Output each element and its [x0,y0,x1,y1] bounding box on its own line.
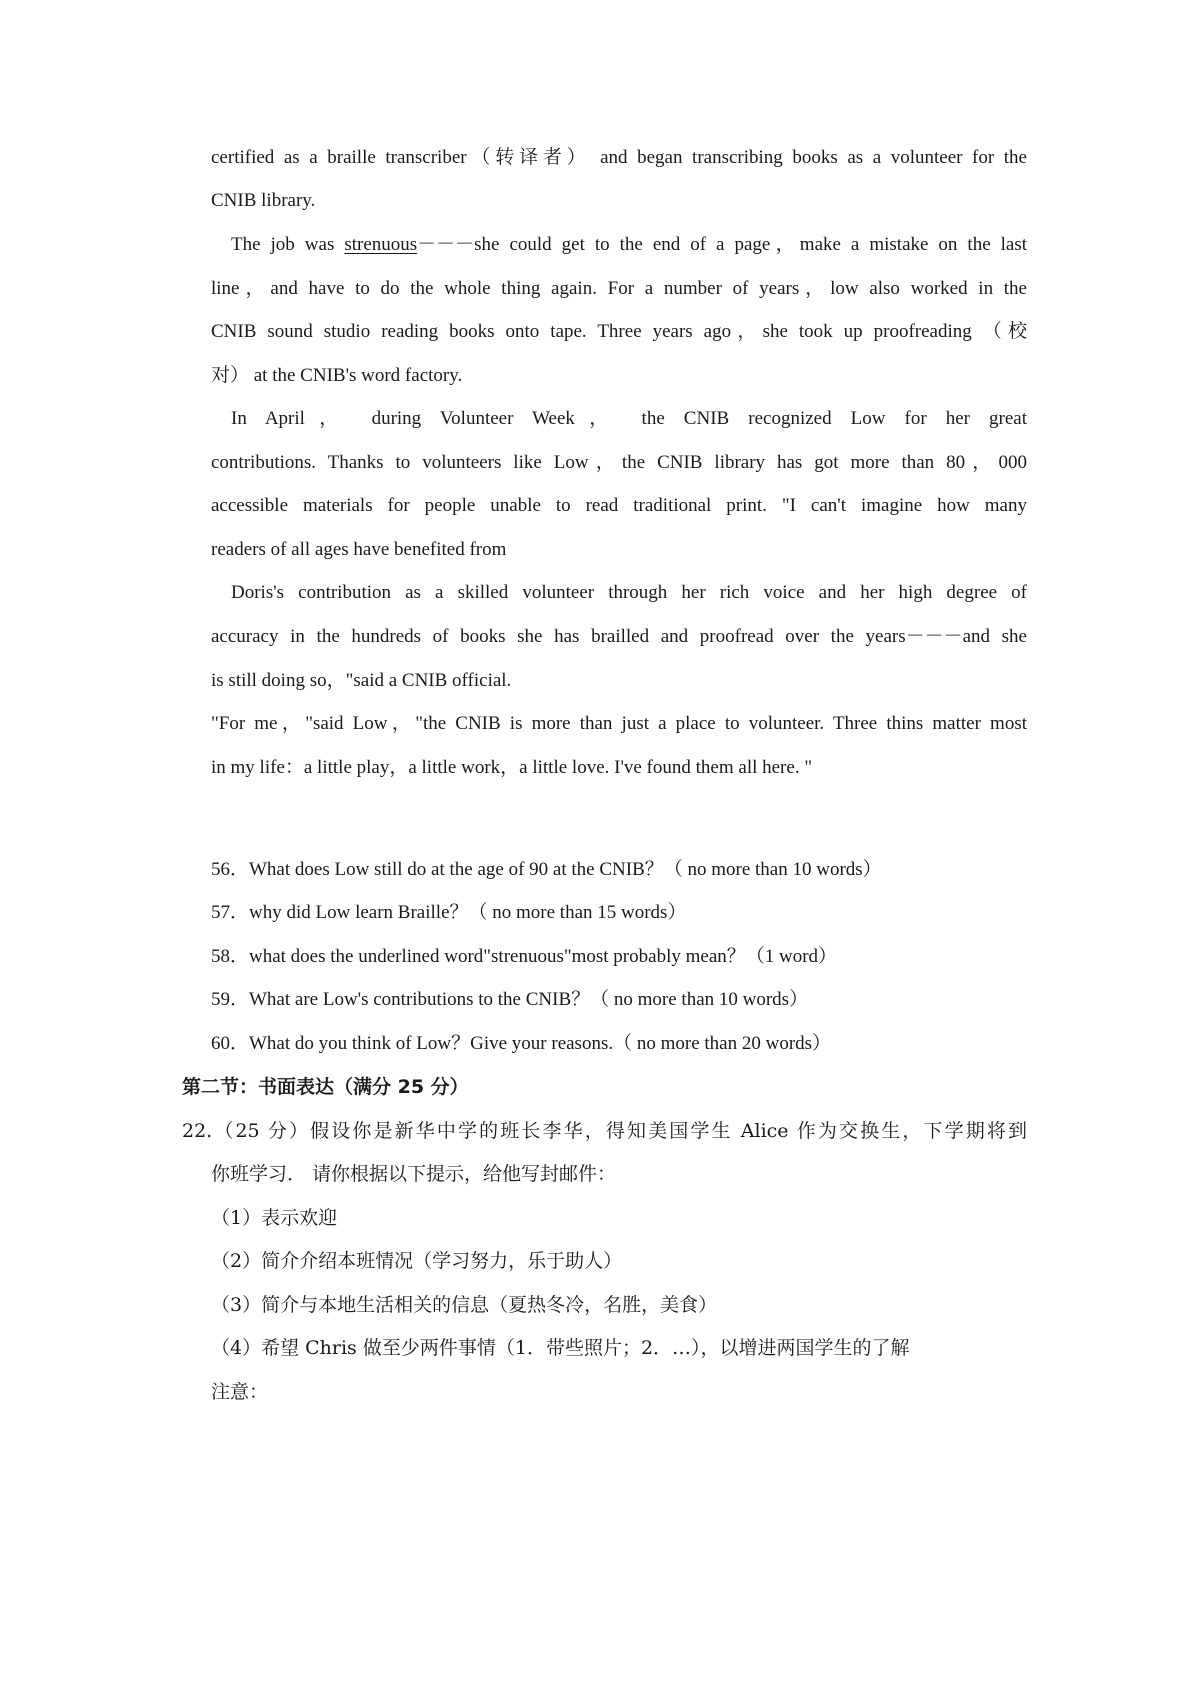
writing-task-prompt: 你班学习． 请你根据以下提示，给他写封邮件： [211,1163,617,1185]
passage-line: accessible materials for people unable to read traditional print. "I can't imagine how many [211,495,1027,516]
passage-line: Doris's contribution as a skilled volunteer through her rich voice and her high degree of [231,582,1027,603]
question-59: 59．What are Low's contributions to the CNIB？（ no more than 10 words） [211,989,809,1010]
passage-line: is still doing so，"said a CNIB official. [211,670,512,691]
writing-point: （4）希望 Chris 做至少两件事情（1．带些照片；2．…），以增进两国学生的了解 [211,1337,910,1359]
passage-text: －－－she could get to the end of a page，make a mistake on the last [417,234,1027,255]
passage-text: The job was [231,234,345,255]
passage-line: CNIB library. [211,190,316,211]
question-56: 56．What does Low still do at the age of 90 at the CNIB？（ no more than 10 words） [211,859,882,880]
question-57: 57．why did Low learn Braille？（ no more than 15 words） [211,902,687,923]
passage-line: contributions. Thanks to volunteers like Low，the CNIB library has got more than 80，000 [211,452,1027,473]
passage-line: readers of all ages have benefited from [211,539,507,560]
passage-line: CNIB sound studio reading books onto tape. Three years ago，she took up proofreading （校 [211,321,1027,342]
passage-line: accuracy in the hundreds of books she has brailled and proofread over the years－－－and she [211,626,1027,647]
question-60: 60．What do you think of Low？Give your reasons.（ no more than 20 words） [211,1033,832,1054]
passage-line: In April， during Volunteer Week， the CNIB recognized Low for her great [231,408,1027,429]
writing-point: （3）简介与本地生活相关的信息（夏热冬冷，名胜，美食） [211,1294,718,1316]
passage-line: 对） at the CNIB's word factory. [211,365,463,386]
passage-line: line，and have to do the whole thing again. For a number of years，low also worked in the [211,278,1027,299]
passage-line: certified as a braille transcriber（转译者） and began transcribing books as a volunteer for the [211,147,1027,168]
underlined-word: strenuous [344,234,418,255]
note-label: 注意： [211,1381,269,1403]
writing-task-prompt: 22.（25 分）假设你是新华中学的班长李华，得知美国学生 Alice 作为交换生，下学期将到 [182,1120,1027,1142]
question-58: 58．what does the underlined word"strenuous"most probably mean？（1 word） [211,946,838,967]
passage-line: "For me，"said Low，"the CNIB is more than just a place to volunteer. Three thins matter most [211,713,1027,734]
passage-line: in my life：a little play，a little work，a little love. I've found them all here. " [211,757,813,778]
writing-point: （2）简介介绍本班情况（学习努力，乐于助人） [211,1250,623,1272]
passage-line [231,233,1027,257]
writing-point: （1）表示欢迎 [211,1207,338,1229]
section-heading: 第二节：书面表达（满分 25 分） [182,1076,469,1098]
